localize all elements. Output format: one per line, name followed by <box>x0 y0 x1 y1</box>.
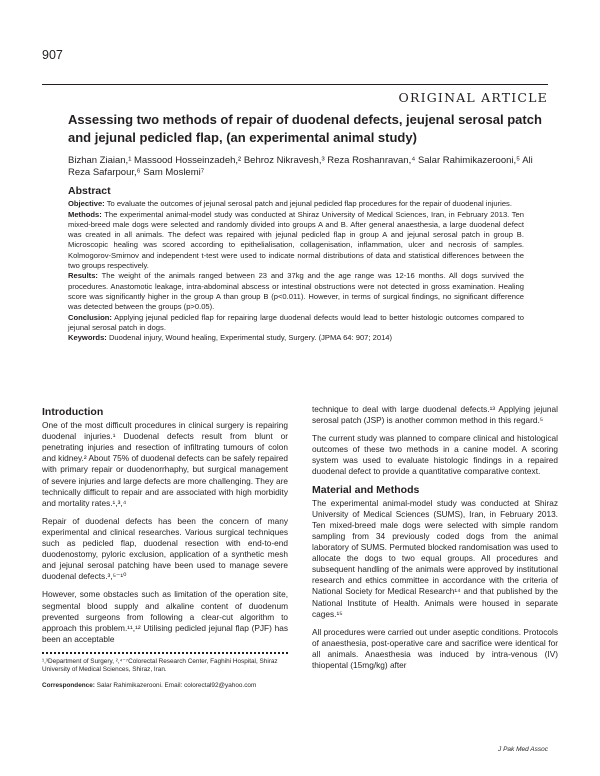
abstract <box>68 186 524 343</box>
keywords-label: Keywords: <box>68 333 107 343</box>
article-title: Assessing two methods of repair of duodenal defects, jeujenal serosal patch and jejunal pedicled flap, (an experimental animal study) <box>68 112 542 145</box>
abstract-objective <box>68 199 524 209</box>
footnote-correspondence <box>42 682 288 691</box>
methods-label: Methods: <box>68 209 102 219</box>
page-number: 907 <box>42 48 63 62</box>
conclusion-text: Applying jejunal pedicled flap for repairing large duodenal defects would lead to better histologic outcomes compared to jejunal serosal patch in dogs. <box>68 312 524 332</box>
abstract-keywords <box>68 333 524 343</box>
left-column <box>42 407 288 698</box>
abstract-heading: Abstract <box>68 185 111 197</box>
conclusion-label: Conclusion: <box>68 312 112 322</box>
results-label: Results: <box>68 271 98 281</box>
objective-text: To evaluate the outcomes of jejunal serosal patch and jejunal pedicled flap procedures for the repair of duodenal injuries. <box>106 199 512 209</box>
methods-text: The experimental animal-model study was conducted at Shiraz University of Medical Sciences, Iran, in February 2013. Ten mixed-breed male dogs were selected and randomly divided into groups A and B. After general anaesthesia, a large duodenal defect was created in all animals. The defect was repaired with jejunal pedicled flap in group A and jejunal serosal patch in group B. Microscopic healing was scored according to epithelialisation, collagenisation, inflammation, ulcer and necrosis of samples. Kolmogorov-Smirnov and independent t-test were used to indicate normal distributions of data and statistical differences between the two groups respectively. <box>68 209 524 271</box>
footnote-affiliation: ¹,³Department of Surgery, ²,⁴⁻⁷Colorectal Research Center, Faghihi Hospital, Shiraz University of Medical Sciences, Shiraz, Iran. <box>42 657 278 674</box>
methods-paragraph: All procedures were carried out under aseptic conditions. Protocols of anaesthesia, post-operative care and sacrifice were identical for all animals. Anaesthesia was induced by intra-venous (IV) thiopental (15mg/kg) after <box>312 626 558 670</box>
abstract-conclusion <box>68 313 524 334</box>
methods-paragraph: The experimental animal-model study was conducted at Shiraz University of Medical Sciences (SUMS), Iran, in February 2013. Ten mixed-breed male dogs were selected with simple random sampling from 34 previously coded dogs from the animal laboratory of SUMS. Permuted blocked randomisation was used to allocate the dogs to two equal groups. All procedures and subsequent handling of the animals were approved by institutional research and ethics committee in accordance with the criteria of National Society for Medical Research¹⁴ and that published by the National Institute of Health. Animals were housed in separate cages.¹⁵ <box>312 497 558 619</box>
author-list: Bizhan Ziaian,¹ Massood Hosseinzadeh,² Behroz Nikravesh,³ Reza Roshanravan,⁴ Salar Rahimikazerooni,⁵ Ali Reza Safarpour,⁶ Sam Moslemi⁷ <box>68 155 533 178</box>
methods-heading: Material and Methods <box>312 483 420 496</box>
correspondence-text: Salar Rahimikazerooni. Email: colorectal92@yahoo.com <box>96 682 257 690</box>
section-label: ORIGINAL ARTICLE <box>398 90 548 105</box>
objective-label: Objective: <box>68 199 105 209</box>
body-paragraph: technique to deal with large duodenal defects.¹³ Applying jejunal serosal patch (JSP) is another common method in this regard.⁵ <box>312 404 558 426</box>
results-text: The weight of the animals ranged between 23 and 37kg and the age range was 12-16 months. All dogs survived the procedures. Anastomotic leakage, intra-abdominal abscess or intestinal obstructions were not detected in gross examination. Healing score was significantly higher in the group A than group B (p<0.011). However, in terms of surgical findings, no significant difference was detected between the groups (p>0.05). <box>68 271 524 312</box>
keywords-text: Duodenal injury, Wound healing, Experimental study, Surgery. (JPMA 64: 907; 2014) <box>108 333 393 343</box>
intro-paragraph: However, some obstacles such as limitation of the operation site, segmental blood supply and alkaline content of duodenum prevented surgeons from following a clear-cut algorithm to approach this problem.¹¹,¹² Utilising pedicled jejunal flap (PJF) has been an acceptable <box>42 589 288 644</box>
intro-paragraph: Repair of duodenal defects has been the concern of many experimental and clinical researches. Various surgical techniques such as pedicled flap, duodenal resection with end-to-end duodenostomy, pyloric exclusion, application of a synthetic mesh and jejunal serosal patching have been used to manage severe duodenal defects.³,⁵⁻¹⁰ <box>42 515 288 582</box>
right-column <box>312 404 558 678</box>
section-banner <box>42 84 548 107</box>
abstract-methods <box>68 210 524 272</box>
journal-footer: J Pak Med Assoc <box>498 746 548 753</box>
correspondence-label: Correspondence: <box>42 682 95 690</box>
footnote-divider <box>42 652 288 654</box>
body-paragraph: The current study was planned to compare clinical and histological outcomes of these two methods in a canine model. A scoring system was used to evaluate histologic findings in a repaired duodenal defect to provide a quantitative comparative context. <box>312 433 558 477</box>
abstract-results <box>68 271 524 312</box>
intro-paragraph: One of the most difficult procedures in clinical surgery is repairing duodenal injuries.¹ Duodenal defects result from blunt or penetrating injuries and resection of infiltrating tumours of colon and kidney.² About 75% of duodenal defects can be safely repaired with primary repair or duodenorrhaphy, but surgical management of severe injuries and large defects are more challenging. They are technically difficult to repair and are associated with high morbidity and mortality rates.¹,³,⁴ <box>42 420 288 508</box>
introduction-heading: Introduction <box>42 406 104 418</box>
